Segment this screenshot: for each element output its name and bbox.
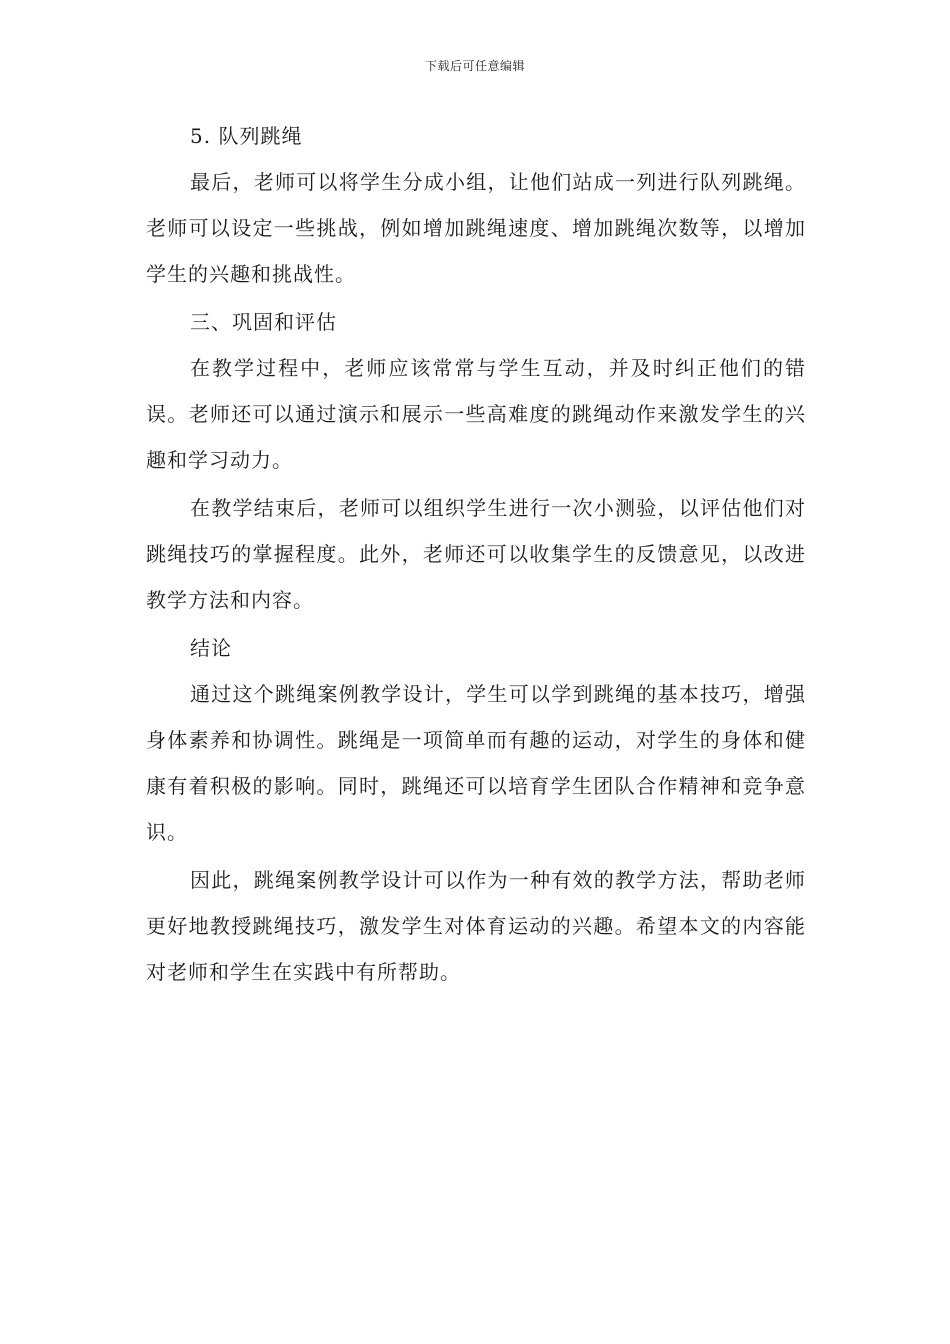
section-heading-consolidate: 三、巩固和评估 bbox=[190, 310, 337, 334]
paragraph-assessment: 在教学结束后，老师可以组织学生进行一次小测验，以评估他们对跳绳技巧的掌握程度。此外，老师还可以收集学生的反馈意见，以改进教学方法和内容。 bbox=[146, 496, 806, 612]
paragraph-interaction: 在教学过程中，老师应该常常与学生互动，并及时纠正他们的错误。老师还可以通过演示和展示一些高难度的跳绳动作来激发学生的兴趣和学习动力。 bbox=[146, 356, 806, 472]
paragraph-conclusion-1: 通过这个跳绳案例教学设计，学生可以学到跳绳的基本技巧，增强身体素养和协调性。跳绳是一项简单而有趣的运动，对学生的身体和健康有着积极的影响。同时，跳绳还可以培育学生团队合作精神和竞争意识。 bbox=[146, 682, 806, 844]
paragraph-queue-rope: 最后，老师可以将学生分成小组，让他们站成一列进行队列跳绳。老师可以设定一些挑战，例如增加跳绳速度、增加跳绳次数等，以增加学生的兴趣和挑战性。 bbox=[146, 170, 806, 286]
paragraph-conclusion-2: 因此，跳绳案例教学设计可以作为一种有效的教学方法，帮助老师更好地教授跳绳技巧，激发学生对体育运动的兴趣。希望本文的内容能对老师和学生在实践中有所帮助。 bbox=[146, 868, 806, 984]
section-heading-conclusion: 结论 bbox=[190, 636, 232, 660]
document-body bbox=[146, 113, 806, 995]
header-note: 下载后可任意编辑 bbox=[424, 59, 525, 73]
section-heading-queue-rope: 5. 队列跳绳 bbox=[190, 124, 303, 148]
